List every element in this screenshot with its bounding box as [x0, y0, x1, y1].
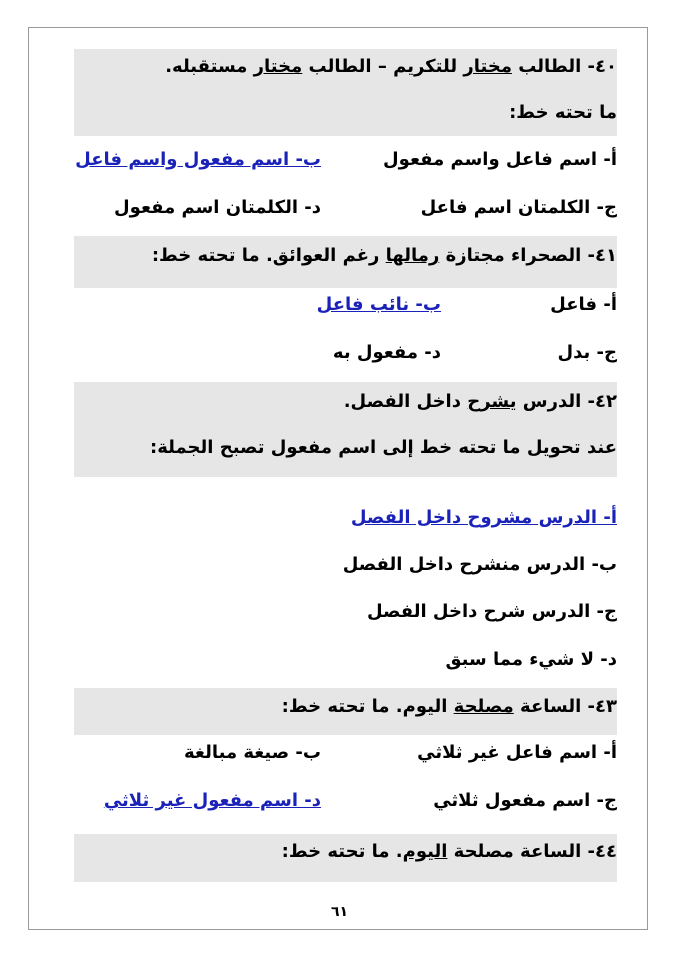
- q41-option-c[interactable]: ج- بدل: [557, 342, 617, 363]
- q42-option-a-correct[interactable]: أ- الدرس مشروح داخل الفصل: [350, 507, 617, 528]
- q40-underlined-word-2: مختار: [253, 56, 303, 77]
- q42-option-d[interactable]: د- لا شيء مما سبق: [445, 649, 617, 670]
- q41-option-a[interactable]: أ- فاعل: [550, 294, 617, 315]
- q40-option-d[interactable]: د- الكلمتان اسم مفعول: [114, 197, 321, 218]
- q42-option-c[interactable]: ج- الدرس شرح داخل الفصل: [366, 601, 617, 622]
- q44-underlined-word: اليوم: [402, 841, 448, 862]
- q43-underlined-word: مصلحة: [453, 696, 514, 717]
- q42-option-b[interactable]: ب- الدرس منشرح داخل الفصل: [342, 554, 617, 575]
- q43-option-c[interactable]: ج- اسم مفعول ثلاثي: [433, 790, 617, 811]
- q40-option-c[interactable]: ج- الكلمتان اسم فاعل: [420, 197, 617, 218]
- q43-option-a[interactable]: أ- اسم فاعل غير ثلاثي: [417, 742, 617, 763]
- page-number: ٦١: [330, 904, 349, 920]
- q40-option-b-correct[interactable]: ب- اسم مفعول واسم فاعل: [75, 149, 321, 170]
- q43-option-d-correct[interactable]: د- اسم مفعول غير ثلاثي: [103, 790, 321, 811]
- q42-underlined-word: يشرح: [467, 391, 517, 412]
- q41-option-b-correct[interactable]: ب- نائب فاعل: [316, 294, 441, 315]
- q40-underlined-word-1: مختار: [463, 56, 512, 77]
- q41-option-d[interactable]: د- مفعول به: [332, 342, 441, 363]
- q43-option-b[interactable]: ب- صيغة مبالغة: [184, 742, 321, 763]
- q40-option-a[interactable]: أ- اسم فاعل واسم مفعول: [383, 149, 617, 170]
- q41-underlined-word: رمالها: [385, 245, 440, 266]
